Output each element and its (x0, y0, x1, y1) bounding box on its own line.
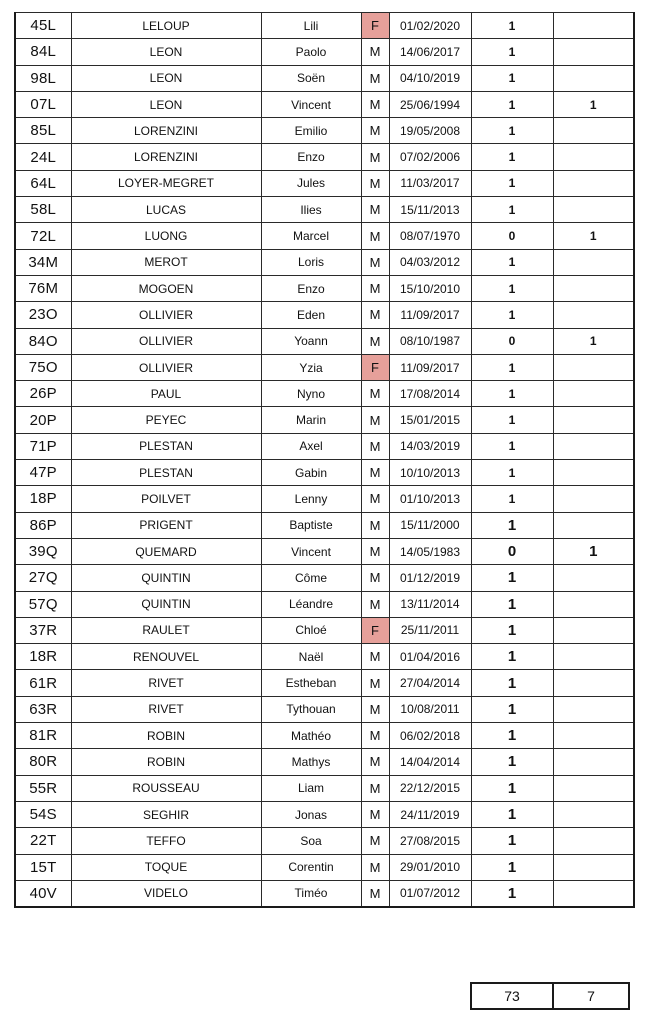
birth-date: 14/04/2014 (389, 749, 471, 775)
last-name: LELOUP (71, 13, 261, 39)
last-name: LEON (71, 39, 261, 65)
count-value: 1 (471, 880, 553, 907)
table-row (15, 433, 634, 459)
birth-date: 25/06/1994 (389, 91, 471, 117)
extra-value (553, 828, 634, 854)
birth-date: 07/02/2006 (389, 144, 471, 170)
member-code: 15T (15, 854, 71, 880)
extra-value: 1 (553, 328, 634, 354)
last-name: MEROT (71, 249, 261, 275)
count-value: 1 (471, 275, 553, 301)
member-code: 54S (15, 801, 71, 827)
extra-value (553, 775, 634, 801)
extra-value (553, 118, 634, 144)
extra-value: 1 (553, 538, 634, 564)
birth-date: 29/01/2010 (389, 854, 471, 880)
birth-date: 19/05/2008 (389, 118, 471, 144)
first-name: Tythouan (261, 696, 361, 722)
table-row (15, 591, 634, 617)
sex: M (361, 854, 389, 880)
first-name: Axel (261, 433, 361, 459)
sex: M (361, 407, 389, 433)
last-name: LORENZINI (71, 118, 261, 144)
count-value: 1 (471, 249, 553, 275)
birth-date: 25/11/2011 (389, 617, 471, 643)
table-row (15, 828, 634, 854)
birth-date: 10/10/2013 (389, 460, 471, 486)
first-name: Yoann (261, 328, 361, 354)
table-row (15, 144, 634, 170)
last-name: RENOUVEL (71, 644, 261, 670)
member-code: 18P (15, 486, 71, 512)
count-total: 73 (470, 982, 554, 1010)
member-code: 23O (15, 302, 71, 328)
last-name: VIDELO (71, 880, 261, 907)
birth-date: 01/07/2012 (389, 880, 471, 907)
first-name: Enzo (261, 144, 361, 170)
extra-value (553, 302, 634, 328)
table-row (15, 223, 634, 249)
member-code: 64L (15, 170, 71, 196)
last-name: PLESTAN (71, 460, 261, 486)
table-row (15, 381, 634, 407)
last-name: RAULET (71, 617, 261, 643)
member-code: 47P (15, 460, 71, 486)
last-name: OLLIVIER (71, 328, 261, 354)
sex: M (361, 65, 389, 91)
member-code: 63R (15, 696, 71, 722)
sex: M (361, 723, 389, 749)
last-name: ROBIN (71, 723, 261, 749)
extra-value (553, 381, 634, 407)
extra-value (553, 749, 634, 775)
extra-value (553, 39, 634, 65)
table-row (15, 749, 634, 775)
table-row (15, 565, 634, 591)
member-code: 34M (15, 249, 71, 275)
sex: M (361, 275, 389, 301)
table-row (15, 328, 634, 354)
first-name: Soën (261, 65, 361, 91)
last-name: PEYEC (71, 407, 261, 433)
first-name: Paolo (261, 39, 361, 65)
count-value: 1 (471, 170, 553, 196)
birth-date: 14/03/2019 (389, 433, 471, 459)
first-name: Lenny (261, 486, 361, 512)
extra-value (553, 723, 634, 749)
table-row (15, 13, 634, 39)
last-name: RIVET (71, 696, 261, 722)
count-value: 1 (471, 39, 553, 65)
last-name: LOYER-MEGRET (71, 170, 261, 196)
birth-date: 15/11/2013 (389, 197, 471, 223)
extra-value: 1 (553, 91, 634, 117)
table-row (15, 65, 634, 91)
count-value: 1 (471, 91, 553, 117)
extra-value (553, 460, 634, 486)
table-row (15, 118, 634, 144)
first-name: Vincent (261, 538, 361, 564)
totals-row (470, 982, 630, 1008)
extra-value: 1 (553, 223, 634, 249)
table-row (15, 275, 634, 301)
first-name: Estheban (261, 670, 361, 696)
last-name: OLLIVIER (71, 302, 261, 328)
member-code: 58L (15, 197, 71, 223)
count-value: 1 (471, 486, 553, 512)
table-row (15, 39, 634, 65)
birth-date: 08/10/1987 (389, 328, 471, 354)
sex: M (361, 486, 389, 512)
last-name: LEON (71, 65, 261, 91)
table-row (15, 91, 634, 117)
table-row (15, 407, 634, 433)
table-row (15, 775, 634, 801)
count-value: 1 (471, 565, 553, 591)
count-value: 1 (471, 65, 553, 91)
last-name: PAUL (71, 381, 261, 407)
table-row (15, 512, 634, 538)
member-code: 61R (15, 670, 71, 696)
table-row (15, 801, 634, 827)
member-code: 37R (15, 617, 71, 643)
extra-value (553, 249, 634, 275)
first-name: Marin (261, 407, 361, 433)
table-row (15, 170, 634, 196)
sex: F (361, 13, 389, 39)
extra-value (553, 591, 634, 617)
count-value: 1 (471, 749, 553, 775)
extra-value (553, 13, 634, 39)
birth-date: 13/11/2014 (389, 591, 471, 617)
first-name: Enzo (261, 275, 361, 301)
sex: M (361, 170, 389, 196)
sex: M (361, 381, 389, 407)
table-row (15, 538, 634, 564)
count-value: 1 (471, 433, 553, 459)
sex: M (361, 433, 389, 459)
sex: M (361, 460, 389, 486)
birth-date: 01/12/2019 (389, 565, 471, 591)
last-name: LUCAS (71, 197, 261, 223)
birth-date: 01/02/2020 (389, 13, 471, 39)
birth-date: 15/10/2010 (389, 275, 471, 301)
member-code: 71P (15, 433, 71, 459)
last-name: LUONG (71, 223, 261, 249)
sex: M (361, 749, 389, 775)
first-name: Marcel (261, 223, 361, 249)
first-name: Baptiste (261, 512, 361, 538)
birth-date: 11/09/2017 (389, 354, 471, 380)
first-name: Lili (261, 13, 361, 39)
extra-value (553, 512, 634, 538)
count-value: 1 (471, 197, 553, 223)
member-code: 07L (15, 91, 71, 117)
member-code: 55R (15, 775, 71, 801)
count-value: 1 (471, 118, 553, 144)
table-row (15, 670, 634, 696)
extra-total: 7 (554, 982, 630, 1010)
first-name: Eden (261, 302, 361, 328)
count-value: 1 (471, 723, 553, 749)
first-name: Liam (261, 775, 361, 801)
first-name: Jonas (261, 801, 361, 827)
first-name: Yzia (261, 354, 361, 380)
first-name: Vincent (261, 91, 361, 117)
first-name: Ilies (261, 197, 361, 223)
extra-value (553, 801, 634, 827)
member-code: 84O (15, 328, 71, 354)
extra-value (553, 197, 634, 223)
sex: M (361, 302, 389, 328)
count-value: 1 (471, 828, 553, 854)
member-code: 39Q (15, 538, 71, 564)
sex: M (361, 538, 389, 564)
table-row (15, 460, 634, 486)
sex: M (361, 670, 389, 696)
birth-date: 14/06/2017 (389, 39, 471, 65)
birth-date: 27/08/2015 (389, 828, 471, 854)
member-code: 57Q (15, 591, 71, 617)
birth-date: 22/12/2015 (389, 775, 471, 801)
count-value: 0 (471, 538, 553, 564)
sex: M (361, 91, 389, 117)
sex: M (361, 144, 389, 170)
sex: M (361, 223, 389, 249)
extra-value (553, 565, 634, 591)
last-name: OLLIVIER (71, 354, 261, 380)
sex: M (361, 644, 389, 670)
member-code: 24L (15, 144, 71, 170)
birth-date: 04/10/2019 (389, 65, 471, 91)
first-name: Timéo (261, 880, 361, 907)
member-code: 40V (15, 880, 71, 907)
count-value: 1 (471, 13, 553, 39)
member-code: 85L (15, 118, 71, 144)
birth-date: 01/04/2016 (389, 644, 471, 670)
member-code: 27Q (15, 565, 71, 591)
table-row (15, 486, 634, 512)
count-value: 1 (471, 644, 553, 670)
extra-value (553, 170, 634, 196)
member-code: 22T (15, 828, 71, 854)
member-code: 98L (15, 65, 71, 91)
birth-date: 10/08/2011 (389, 696, 471, 722)
last-name: LORENZINI (71, 144, 261, 170)
extra-value (553, 65, 634, 91)
table-row (15, 644, 634, 670)
last-name: TEFFO (71, 828, 261, 854)
birth-date: 27/04/2014 (389, 670, 471, 696)
extra-value (553, 354, 634, 380)
birth-date: 11/09/2017 (389, 302, 471, 328)
birth-date: 15/01/2015 (389, 407, 471, 433)
first-name: Loris (261, 249, 361, 275)
sex: M (361, 249, 389, 275)
count-value: 1 (471, 775, 553, 801)
birth-date: 08/07/1970 (389, 223, 471, 249)
extra-value (553, 617, 634, 643)
first-name: Gabin (261, 460, 361, 486)
first-name: Nyno (261, 381, 361, 407)
count-value: 1 (471, 407, 553, 433)
first-name: Côme (261, 565, 361, 591)
sex: M (361, 801, 389, 827)
sex: M (361, 565, 389, 591)
extra-value (553, 854, 634, 880)
sex: M (361, 197, 389, 223)
table-row (15, 617, 634, 643)
birth-date: 14/05/1983 (389, 538, 471, 564)
first-name: Mathys (261, 749, 361, 775)
first-name: Soa (261, 828, 361, 854)
member-code: 20P (15, 407, 71, 433)
last-name: PRIGENT (71, 512, 261, 538)
count-value: 0 (471, 223, 553, 249)
sex: M (361, 512, 389, 538)
table-row (15, 723, 634, 749)
member-code: 76M (15, 275, 71, 301)
table-row (15, 696, 634, 722)
member-code: 72L (15, 223, 71, 249)
count-value: 1 (471, 696, 553, 722)
count-value: 1 (471, 302, 553, 328)
last-name: LEON (71, 91, 261, 117)
last-name: POILVET (71, 486, 261, 512)
count-value: 0 (471, 328, 553, 354)
extra-value (553, 696, 634, 722)
last-name: TOQUE (71, 854, 261, 880)
sex: M (361, 696, 389, 722)
sex: M (361, 828, 389, 854)
table-row (15, 854, 634, 880)
birth-date: 24/11/2019 (389, 801, 471, 827)
first-name: Chloé (261, 617, 361, 643)
first-name: Mathéo (261, 723, 361, 749)
roster-table (14, 12, 635, 908)
first-name: Léandre (261, 591, 361, 617)
member-code: 84L (15, 39, 71, 65)
last-name: MOGOEN (71, 275, 261, 301)
count-value: 1 (471, 144, 553, 170)
member-code: 45L (15, 13, 71, 39)
extra-value (553, 880, 634, 907)
last-name: ROUSSEAU (71, 775, 261, 801)
birth-date: 06/02/2018 (389, 723, 471, 749)
member-code: 18R (15, 644, 71, 670)
last-name: ROBIN (71, 749, 261, 775)
member-code: 26P (15, 381, 71, 407)
table-row (15, 197, 634, 223)
table-row (15, 354, 634, 380)
last-name: RIVET (71, 670, 261, 696)
member-code: 81R (15, 723, 71, 749)
table-row (15, 249, 634, 275)
last-name: QUINTIN (71, 565, 261, 591)
sex: M (361, 775, 389, 801)
count-value: 1 (471, 460, 553, 486)
sex: M (361, 328, 389, 354)
count-value: 1 (471, 801, 553, 827)
last-name: PLESTAN (71, 433, 261, 459)
roster-body (15, 13, 634, 908)
member-code: 86P (15, 512, 71, 538)
roster-sheet (14, 12, 633, 908)
count-value: 1 (471, 617, 553, 643)
sex: M (361, 880, 389, 907)
extra-value (553, 670, 634, 696)
first-name: Naël (261, 644, 361, 670)
last-name: SEGHIR (71, 801, 261, 827)
extra-value (553, 407, 634, 433)
extra-value (553, 144, 634, 170)
first-name: Jules (261, 170, 361, 196)
sex: M (361, 39, 389, 65)
birth-date: 01/10/2013 (389, 486, 471, 512)
extra-value (553, 486, 634, 512)
table-row (15, 302, 634, 328)
count-value: 1 (471, 854, 553, 880)
extra-value (553, 275, 634, 301)
count-value: 1 (471, 354, 553, 380)
table-row (15, 880, 634, 907)
count-value: 1 (471, 670, 553, 696)
birth-date: 04/03/2012 (389, 249, 471, 275)
last-name: QUEMARD (71, 538, 261, 564)
member-code: 80R (15, 749, 71, 775)
sex: F (361, 354, 389, 380)
count-value: 1 (471, 591, 553, 617)
extra-value (553, 644, 634, 670)
first-name: Emilio (261, 118, 361, 144)
count-value: 1 (471, 512, 553, 538)
last-name: QUINTIN (71, 591, 261, 617)
member-code: 75O (15, 354, 71, 380)
extra-value (553, 433, 634, 459)
birth-date: 17/08/2014 (389, 381, 471, 407)
count-value: 1 (471, 381, 553, 407)
first-name: Corentin (261, 854, 361, 880)
sex: M (361, 118, 389, 144)
birth-date: 15/11/2000 (389, 512, 471, 538)
sex: M (361, 591, 389, 617)
birth-date: 11/03/2017 (389, 170, 471, 196)
sex: F (361, 617, 389, 643)
